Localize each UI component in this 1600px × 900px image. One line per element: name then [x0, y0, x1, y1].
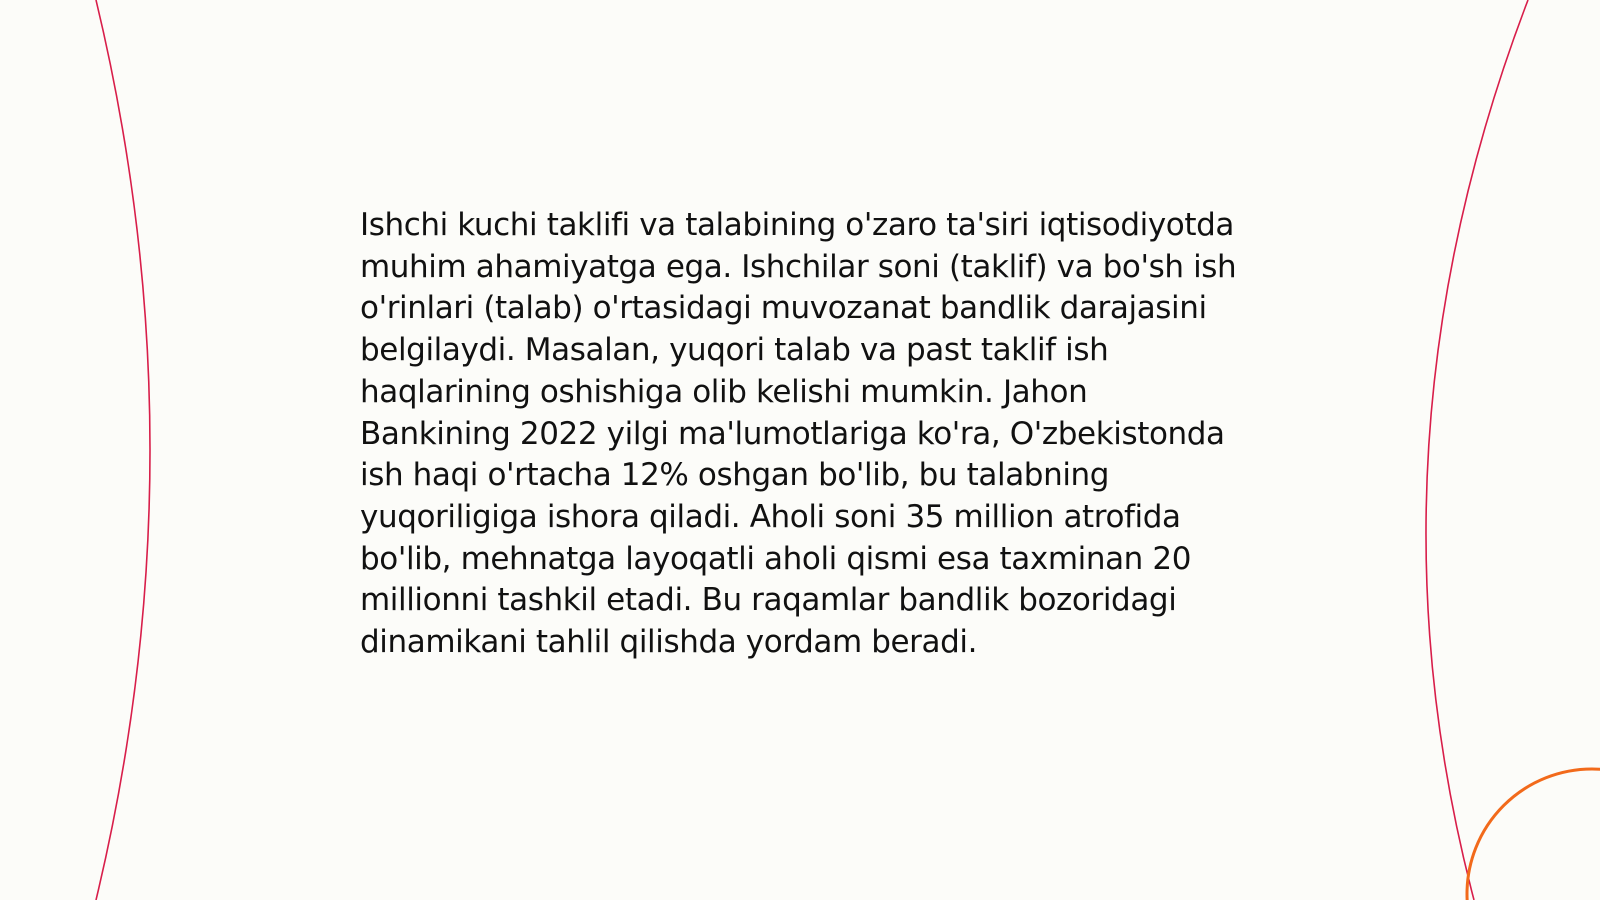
right-red-arc: [1426, 0, 1528, 900]
left-red-arc: [96, 0, 150, 900]
orange-circle: [1467, 769, 1600, 900]
body-paragraph: Ishchi kuchi taklifi va talabining o'zaro ta'siri iqtisodiyotda muhim ahamiyatga ega. Ishchilar soni (taklif) va bo'sh ish o'rinlari (talab) o'rtasidagi muvozanat bandlik darajasini belgilaydi. Masalan, yuqori talab va past taklif ish haqlarining oshishiga olib kelishi mumkin. Jahon Bankining 2022 yilgi ma'lumotlariga ko'ra, O'zbekistonda ish haqi o'rtacha 12% oshgan bo'lib, bu talabning yuqoriligiga ishora qiladi. Aholi soni 35 million atrofida bo'lib, mehnatga layoqatli aholi qismi esa taxminan 20 millionni tashkil etadi. Bu raqamlar bandlik bozoridagi dinamikani tahlil qilishda yordam beradi.: [360, 207, 1237, 661]
